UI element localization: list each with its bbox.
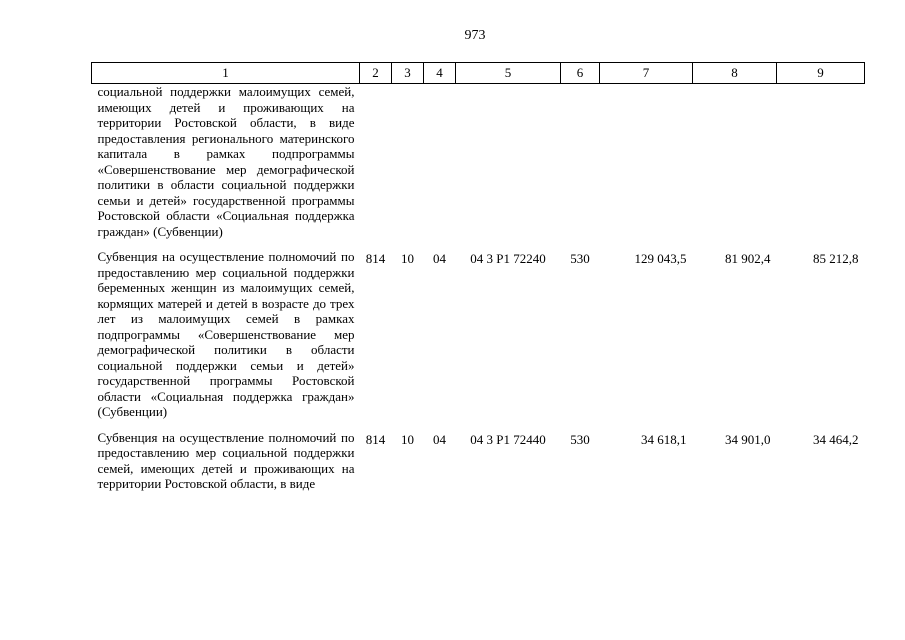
table-row [92, 249, 865, 420]
cell-amount-1 [600, 84, 693, 240]
cell-ministry-code: 814 [365, 251, 386, 266]
cell-section [392, 84, 424, 240]
col-header-5: 5 [456, 63, 561, 84]
cell-section: 10 [401, 251, 414, 266]
col-header-3: 3 [392, 63, 424, 84]
row-description: Субвенция на осуществление полномочий по предоставлению мер социальной поддержки семей, имеющих детей и проживающих на территории Ростовской области, в виде [97, 429, 355, 491]
cell-expense-type: 530 [570, 431, 590, 447]
cell-ministry-code [360, 84, 392, 240]
row-gap [92, 239, 865, 249]
cell-expense-type [561, 84, 600, 240]
cell-amount-2: 34 901,0 [725, 431, 771, 447]
cell-amount-2: 81 902,4 [725, 251, 771, 266]
cell-target-article [456, 84, 561, 240]
table-row [92, 84, 865, 240]
cell-amount-2 [693, 84, 777, 240]
col-header-4: 4 [424, 63, 456, 84]
table-header-row [92, 63, 865, 84]
cell-subsection: 04 [433, 251, 446, 266]
cell-target-article: 04 3 P1 72440 [470, 431, 546, 447]
page-number: 973 [464, 28, 486, 43]
col-header-6: 6 [561, 63, 600, 84]
row-description: Субвенция на осуществление полномочий по предоставлению мер социальной поддержки беременных женщин из малоимущих семей, кормящих матерей и детей в возрасте до трех лет из малоимущих семей в рамках подпрограммы «Совершенствование мер демографической политики в области социальной поддержки семьи и детей» государственной программы Ростовской области «Социальная поддержка граждан» (Субвенции) [97, 249, 355, 419]
row-gap [92, 420, 865, 430]
cell-ministry-code: 814 [365, 431, 386, 447]
cell-amount-1: 129 043,5 [634, 251, 687, 266]
budget-table [91, 62, 865, 492]
row-description: социальной поддержки малоимущих семей, имеющих детей и проживающих на территории Ростовской области, в виде предоставления регионального материнского капитала в рамках подпрограммы «Совершенствование мер демографической политики в области социальной поддержки семьи и детей» государственной программы Ростовской области «Социальная поддержка граждан» (Субвенции) [97, 84, 355, 239]
cell-amount-3: 85 212,8 [813, 251, 859, 266]
cell-expense-type: 530 [570, 251, 590, 266]
cell-amount-3: 34 464,2 [813, 431, 859, 447]
cell-target-article: 04 3 P1 72240 [470, 251, 546, 266]
cell-amount-3 [777, 84, 865, 240]
cell-subsection [424, 84, 456, 240]
table-row [92, 430, 865, 492]
cell-section: 10 [401, 431, 414, 447]
col-header-1: 1 [92, 63, 360, 84]
col-header-7: 7 [600, 63, 693, 84]
col-header-8: 8 [693, 63, 777, 84]
col-header-2: 2 [360, 63, 392, 84]
cell-subsection: 04 [433, 431, 446, 447]
col-header-9: 9 [777, 63, 865, 84]
cell-amount-1: 34 618,1 [641, 431, 687, 447]
